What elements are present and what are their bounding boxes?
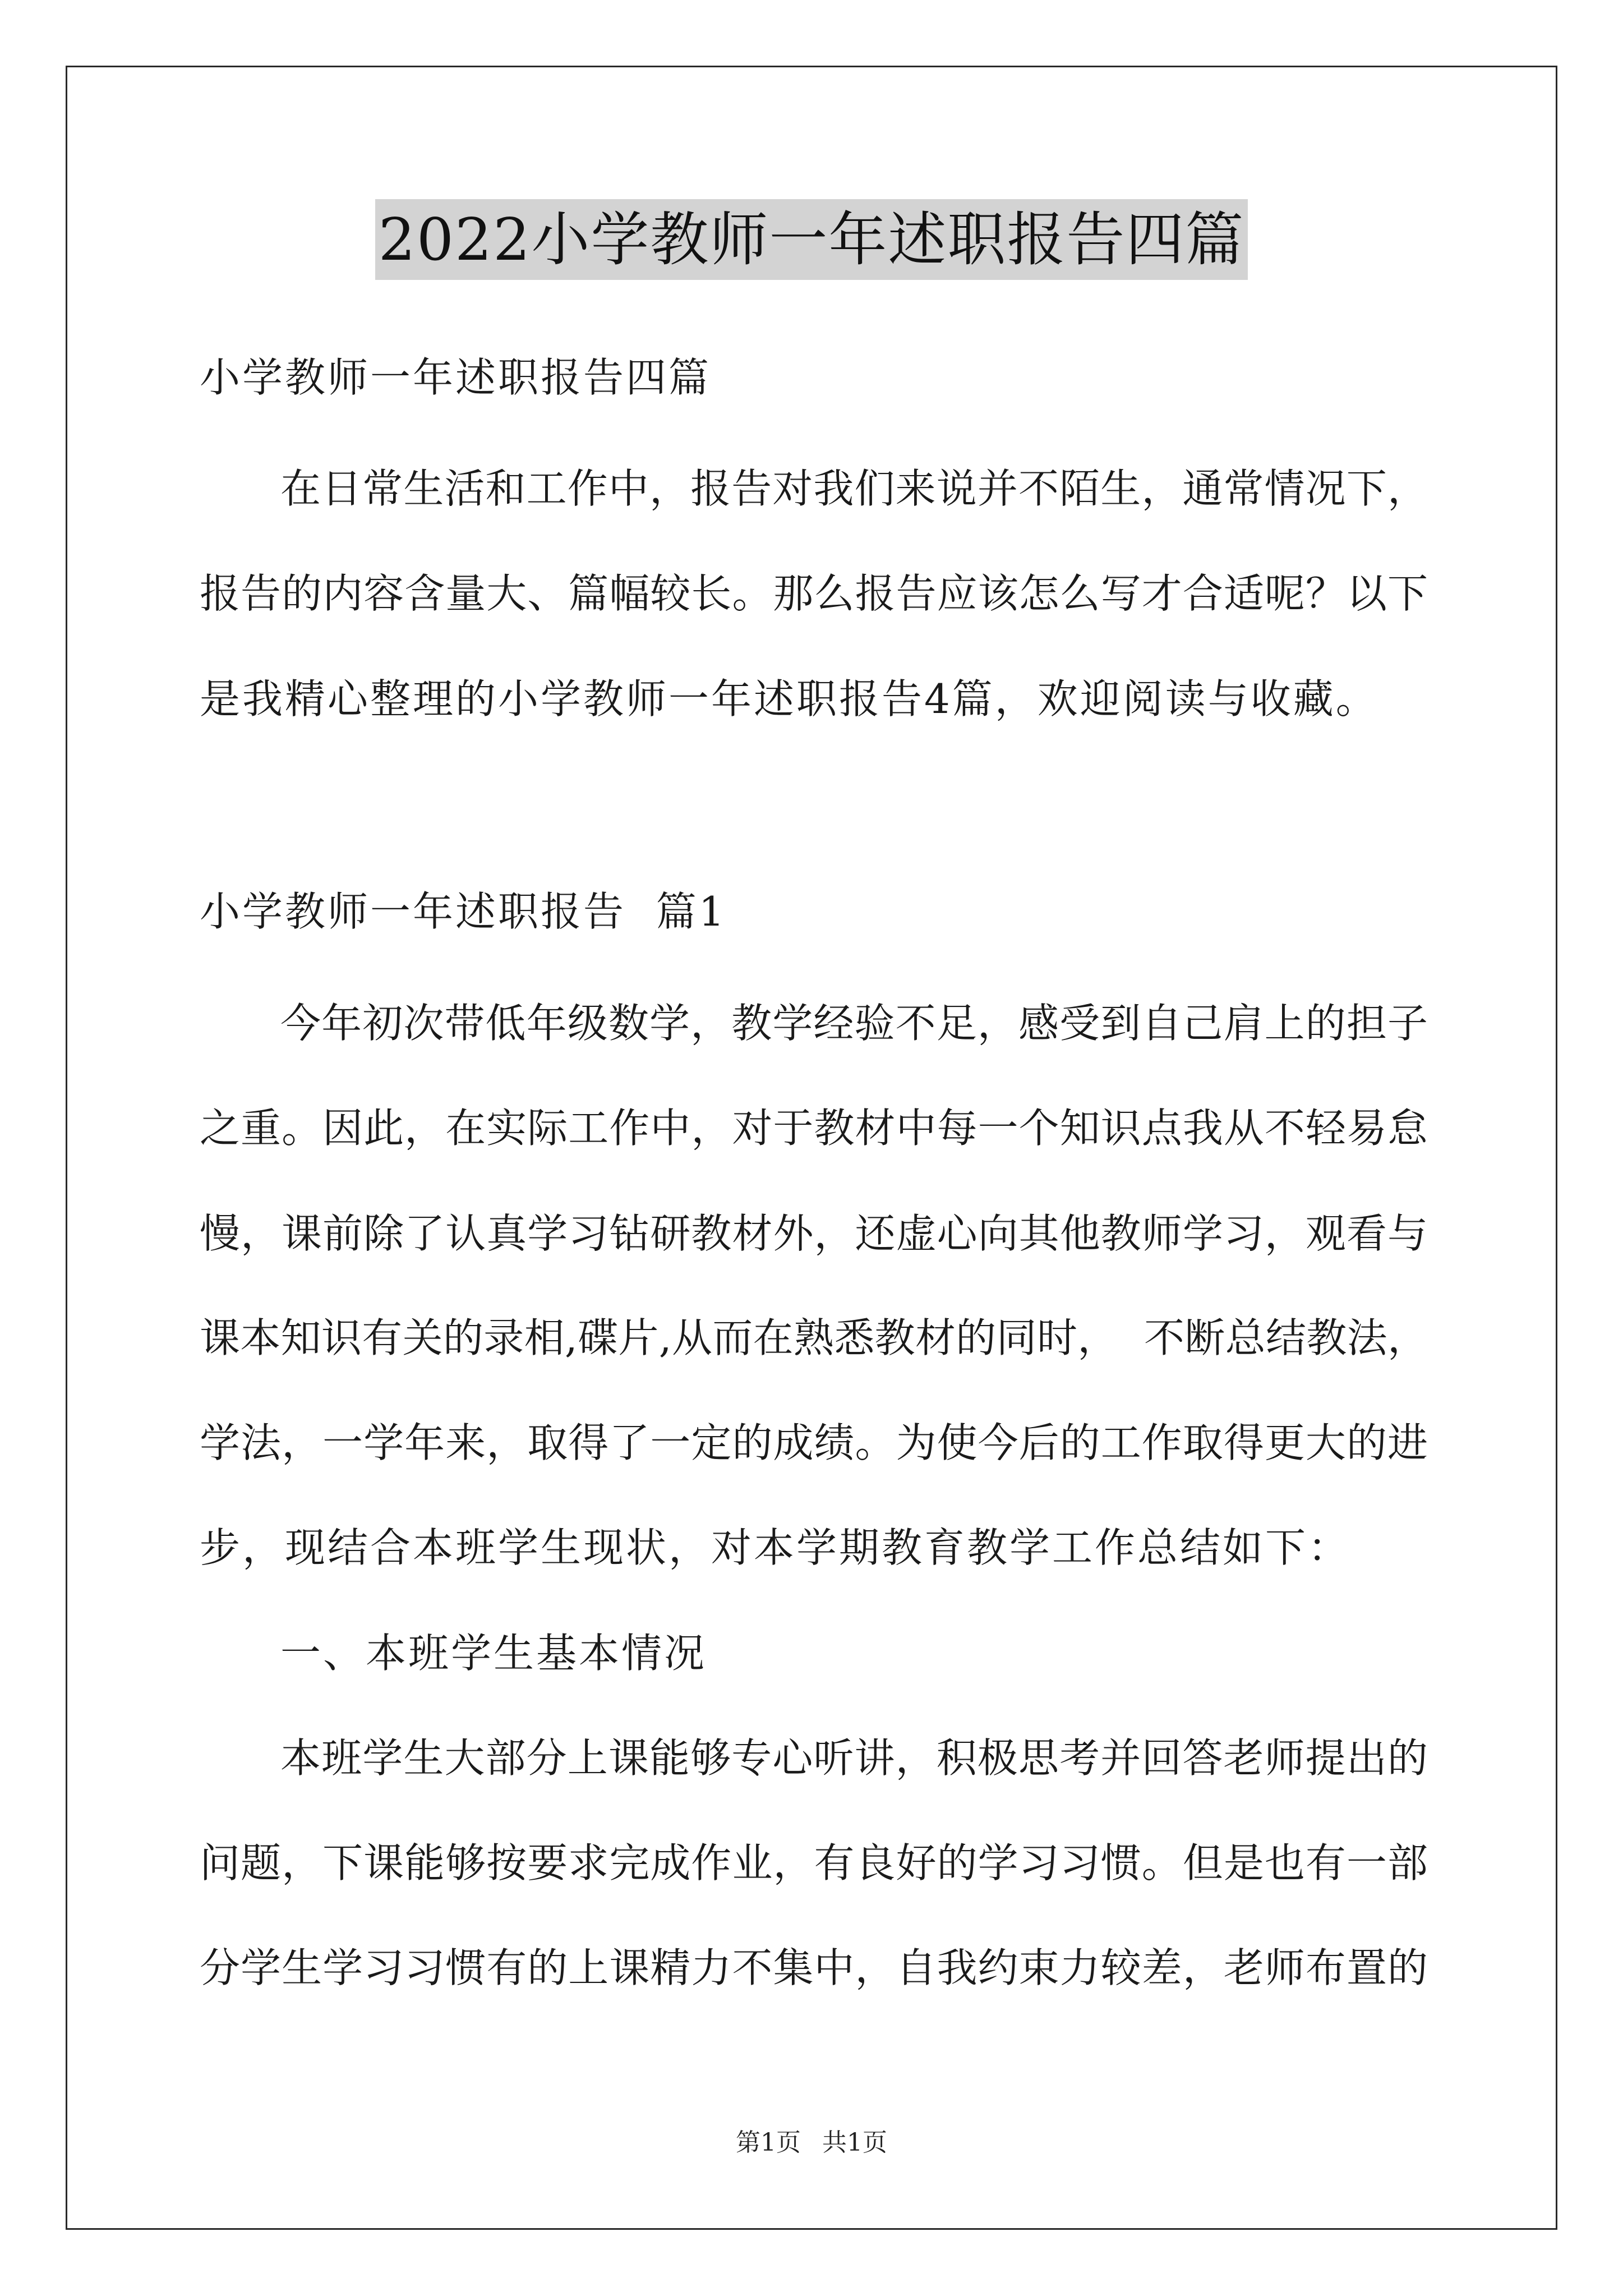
subsection-heading: 一、本班学生基本情况: [280, 1630, 707, 1677]
intro-line-2: 报告的内容含量大、篇幅较长。那么报告应该怎么写才合适呢？以下: [200, 570, 1428, 617]
title-container: [0, 199, 1623, 280]
body-line-7: 本班学生大部分上课能够专心听讲，积极思考并回答老师提出的: [280, 1734, 1428, 1782]
body-line-3: 慢，课前除了认真学习钻研教材外，还虚心向其他教师学习，观看与: [200, 1210, 1428, 1257]
body-line-4: 课本知识有关的录相,碟片,从而在熟悉教材的同时， 不断总结教法，: [200, 1314, 1428, 1361]
body-line-6: 步，现结合本班学生现状，对本学期教育教学工作总结如下：: [200, 1524, 1351, 1571]
page-footer: [0, 2127, 1623, 2159]
document-title: 2022小学教师一年述职报告四篇: [375, 199, 1248, 280]
intro-line-1: 在日常生活和工作中，报告对我们来说并不陌生，通常情况下，: [280, 465, 1428, 512]
intro-line-3: 是我精心整理的小学教师一年述职报告4篇，欢迎阅读与收藏。: [200, 675, 1378, 723]
body-line-1: 今年初次带低年级数学，教学经验不足，感受到自己肩上的担子: [280, 1000, 1428, 1047]
body-line-5: 学法，一学年来，取得了一定的成绩。为使今后的工作取得更大的进: [200, 1419, 1428, 1466]
page-number: 第1页: [736, 2128, 801, 2157]
subtitle-line: 小学教师一年述职报告四篇: [200, 354, 712, 401]
page-total: 共1页: [822, 2128, 887, 2157]
section-heading: 小学教师一年述职报告 篇1: [200, 888, 727, 935]
body-line-9: 分学生学习习惯有的上课精力不集中，自我约束力较差，老师布置的: [200, 1944, 1428, 1991]
body-line-8: 问题，下课能够按要求完成作业，有良好的学习习惯。但是也有一部: [200, 1839, 1428, 1887]
body-line-2: 之重。因此，在实际工作中，对于教材中每一个知识点我从不轻易怠: [200, 1105, 1428, 1152]
